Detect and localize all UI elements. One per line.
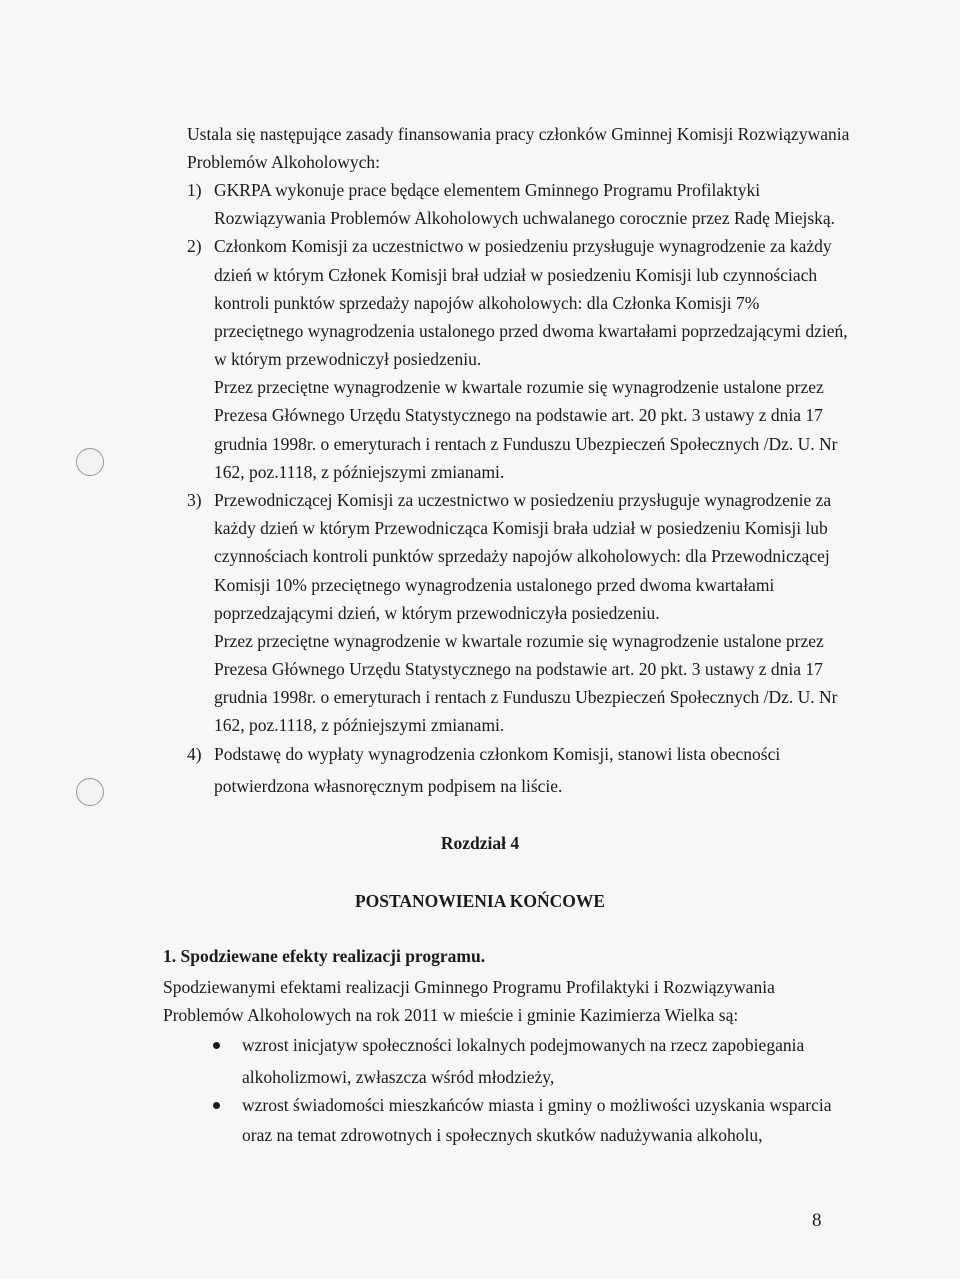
item-number: 2) — [187, 236, 202, 256]
chapter-title: POSTANOWIENIA KOŃCOWE — [354, 891, 606, 911]
item-line: Prezesa Głównego Urzędu Statystycznego na podstawie art. 20 pkt. 3 ustawy z dnia 17 — [214, 659, 823, 679]
item-line: Przewodniczącej Komisji za uczestnictwo w posiedzeniu przysługuje wynagrodzenie za — [214, 490, 832, 510]
bullet-line: wzrost inicjatyw społeczności lokalnych podejmowanych na rzecz zapobiegania — [242, 1035, 805, 1055]
page-number: 8 — [812, 1210, 822, 1231]
chapter-number: Rozdział 4 — [440, 833, 520, 853]
item-line: grudnia 1998r. o emeryturach i rentach z Funduszu Ubezpieczeń Społecznych /Dz. U. Nr — [214, 687, 838, 707]
item-line: Przez przeciętne wynagrodzenie w kwartale rozumie się wynagrodzenie ustalone przez — [214, 631, 824, 651]
item-line: Komisji 10% przeciętnego wynagrodzenia ustalonego przed dwoma kwartałami — [214, 575, 775, 595]
item-line: poprzedzającymi dzień, w którym przewodniczyła posiedzeniu. — [214, 603, 660, 623]
bullet-icon — [213, 1042, 220, 1049]
item-number: 4) — [187, 744, 202, 764]
item-line: kontroli punktów sprzedaży napojów alkoholowych: dla Członka Komisji 7% — [214, 293, 760, 313]
intro-line: Ustala się następujące zasady finansowania pracy członków Gminnej Komisji Rozwiązywania — [187, 124, 850, 144]
bullet-icon — [213, 1102, 220, 1109]
item-line: Przez przeciętne wynagrodzenie w kwartale rozumie się wynagrodzenie ustalone przez — [214, 377, 824, 397]
item-line: przeciętnego wynagrodzenia ustalonego przed dwoma kwartałami poprzedzającymi dzień, — [214, 321, 848, 341]
section-heading: 1. Spodziewane efekty realizacji programu. — [163, 946, 486, 966]
item-line: czynnościach kontroli punktów sprzedaży napojów alkoholowych: dla Przewodniczącej — [214, 546, 830, 566]
bullet-line: alkoholizmowi, zwłaszcza wśród młodzieży, — [242, 1067, 555, 1087]
intro-line: Problemów Alkoholowych: — [187, 152, 380, 172]
item-line: Podstawę do wypłaty wynagrodzenia członkom Komisji, stanowi lista obecności — [214, 744, 781, 764]
item-line: Prezesa Głównego Urzędu Statystycznego na podstawie art. 20 pkt. 3 ustawy z dnia 17 — [214, 405, 823, 425]
item-number: 1) — [187, 180, 202, 200]
item-line: 162, poz.1118, z późniejszymi zmianami. — [214, 462, 505, 482]
punch-hole — [76, 448, 104, 476]
punch-hole — [76, 778, 104, 806]
item-line: potwierdzona własnoręcznym podpisem na liście. — [214, 776, 563, 796]
section-intro-line: Problemów Alkoholowych na rok 2011 w mieście i gminie Kazimierza Wielka są: — [163, 1005, 739, 1025]
item-line: 162, poz.1118, z późniejszymi zmianami. — [214, 715, 505, 735]
item-number: 3) — [187, 490, 202, 510]
item-line: każdy dzień w którym Przewodnicząca Komisji brała udział w posiedzeniu Komisji lub — [214, 518, 828, 538]
bullet-line: wzrost świadomości mieszkańców miasta i gminy o możliwości uzyskania wsparcia — [242, 1095, 832, 1115]
item-line: dzień w którym Członek Komisji brał udział w posiedzeniu Komisji lub czynnościach — [214, 265, 818, 285]
item-line: Rozwiązywania Problemów Alkoholowych uchwalanego corocznie przez Radę Miejską. — [214, 208, 836, 228]
bullet-line: oraz na temat zdrowotnych i społecznych skutków nadużywania alkoholu, — [242, 1125, 763, 1145]
item-line: w którym przewodniczył posiedzeniu. — [214, 349, 482, 369]
item-line: grudnia 1998r. o emeryturach i rentach z Funduszu Ubezpieczeń Społecznych /Dz. U. Nr — [214, 434, 838, 454]
item-line: GKRPA wykonuje prace będące elementem Gminnego Programu Profilaktyki — [214, 180, 761, 200]
section-intro-line: Spodziewanymi efektami realizacji Gminnego Programu Profilaktyki i Rozwiązywania — [163, 977, 775, 997]
item-line: Członkom Komisji za uczestnictwo w posiedzeniu przysługuje wynagrodzenie za każdy — [214, 236, 832, 256]
